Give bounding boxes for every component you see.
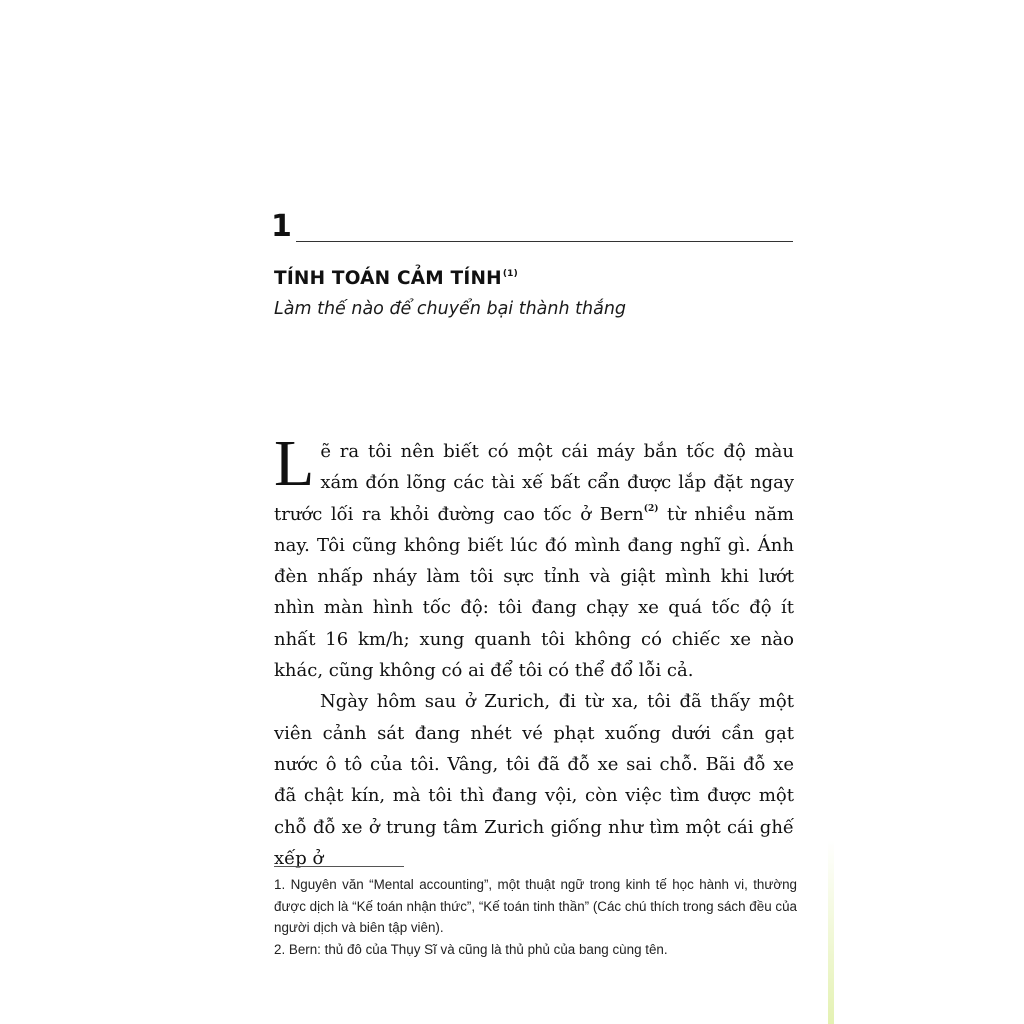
chapter-subtitle: Làm thế nào để chuyển bại thành thắng xyxy=(274,299,627,319)
footnote-ref-2: (2) xyxy=(643,503,659,514)
chapter-number: 1 xyxy=(271,209,292,244)
chapter-title-text: TÍNH TOÁN CẢM TÍNH xyxy=(274,268,502,289)
page-edge-tint xyxy=(828,840,834,1024)
footnote-2: 2. Bern: thủ đô của Thụy Sĩ và cũng là thủ phủ của bang cùng tên. xyxy=(274,941,668,957)
paragraph-1 xyxy=(274,427,794,686)
footnote-divider xyxy=(274,866,404,867)
footnotes xyxy=(274,874,797,960)
drop-cap: L xyxy=(274,427,315,500)
paragraph-1-part-1: ẽ ra tôi nên biết có một cái máy bắn tốc độ màu xám đón lõng các tài xế bất cẩn được lắp đặt ngay trước lối ra khỏi đường cao tốc ở Bern xyxy=(274,441,794,525)
footnote-1: 1. Nguyên văn “Mental accounting”, một thuật ngữ trong kinh tế học hành vi, thường được dịch là “Kế toán nhận thức”, “Kế toán tinh thần” (Các chú thích trong sách đều của người dịch và biên tập viên). xyxy=(274,877,797,935)
body-text xyxy=(274,427,794,874)
chapter-divider xyxy=(296,241,793,242)
paragraph-2: Ngày hôm sau ở Zurich, đi từ xa, tôi đã thấy một viên cảnh sát đang nhét vé phạt xuống dưới cần gạt nước ô tô của tôi. Vâng, tôi đã đỗ xe sai chỗ. Bãi đỗ xe đã chật kín, mà tôi thì đang vội, còn việc tìm được một chỗ đỗ xe ở trung tâm Zurich giống như tìm một cái ghế xếp ở xyxy=(274,691,794,869)
paragraph-1-part-2: từ nhiều năm nay. Tôi cũng không biết lúc đó mình đang nghĩ gì. Ánh đèn nhấp nháy làm tôi sực tỉnh và giật mình khi lướt nhìn màn hình tốc độ: tôi đang chạy xe quá tốc độ ít nhất 16 km/h; xung quanh tôi không có chiếc xe nào khác, cũng không có ai để tôi có thể đổ lỗi cả. xyxy=(274,503,794,682)
chapter-title xyxy=(274,262,518,291)
footnote-ref-1: (1) xyxy=(502,269,518,279)
